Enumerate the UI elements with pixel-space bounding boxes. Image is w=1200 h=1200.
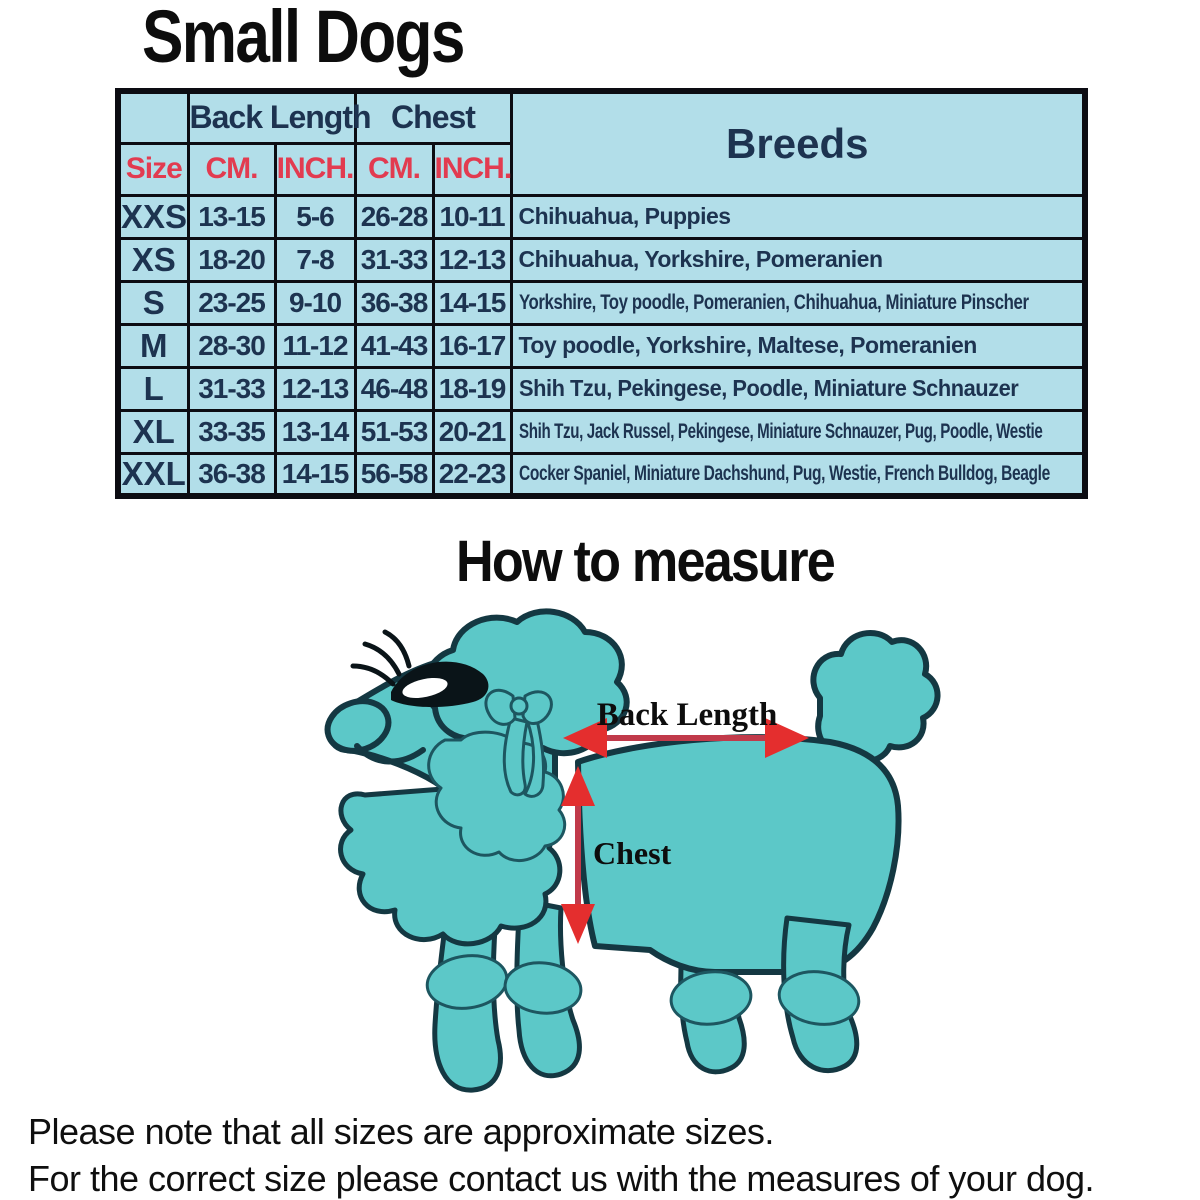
back-inch-value: 7-8 bbox=[275, 238, 355, 281]
size-table bbox=[115, 88, 1088, 499]
back-cm-value: 13-15 bbox=[188, 195, 275, 238]
breeds-text: Shih Tzu, Pekingese, Poodle, Miniature Schnauzer bbox=[518, 375, 1018, 401]
back-cm-header: CM. bbox=[188, 143, 275, 195]
back-inch-value: 14-15 bbox=[275, 453, 355, 496]
breeds-value bbox=[511, 453, 1085, 496]
chest-cm-header: CM. bbox=[355, 143, 433, 195]
back-inch-value: 12-13 bbox=[275, 367, 355, 410]
table-group-header-row bbox=[118, 91, 1085, 143]
size-value: XS bbox=[118, 238, 188, 281]
size-value: XXS bbox=[118, 195, 188, 238]
back-cm-value: 23-25 bbox=[188, 281, 275, 324]
chest-cm-value: 56-58 bbox=[355, 453, 433, 496]
breeds-text: Chihuahua, Puppies bbox=[518, 203, 731, 229]
back-inch-header: INCH. bbox=[275, 143, 355, 195]
chest-cm-value: 46-48 bbox=[355, 367, 433, 410]
chest-inch-value: 12-13 bbox=[433, 238, 511, 281]
size-value: L bbox=[118, 367, 188, 410]
size-value: S bbox=[118, 281, 188, 324]
chest-inch-value: 16-17 bbox=[433, 324, 511, 367]
back-cm-value: 36-38 bbox=[188, 453, 275, 496]
breeds-value bbox=[511, 238, 1085, 281]
table-row-s bbox=[118, 281, 1085, 324]
breeds-text: Chihuahua, Yorkshire, Pomeranien bbox=[518, 246, 883, 272]
chest-cm-value: 26-28 bbox=[355, 195, 433, 238]
chest-inch-value: 22-23 bbox=[433, 453, 511, 496]
table-row-xs bbox=[118, 238, 1085, 281]
breeds-value bbox=[511, 367, 1085, 410]
footer-notes bbox=[28, 1108, 1094, 1200]
breeds-value bbox=[511, 324, 1085, 367]
chest-cm-value: 41-43 bbox=[355, 324, 433, 367]
chest-cm-value: 51-53 bbox=[355, 410, 433, 453]
breeds-text: Cocker Spaniel, Miniature Dachshund, Pug, Westie, French Bulldog, Beagle bbox=[518, 461, 1050, 485]
back-length-label: Back Length bbox=[596, 697, 778, 733]
back-cm-value: 33-35 bbox=[188, 410, 275, 453]
chest-inch-value: 20-21 bbox=[433, 410, 511, 453]
chest-inch-value: 10-11 bbox=[433, 195, 511, 238]
breeds-text: Yorkshire, Toy poodle, Pomeranien, Chihuahua, Miniature Pinscher bbox=[518, 290, 1029, 314]
measure-heading bbox=[340, 528, 950, 595]
back-inch-value: 11-12 bbox=[275, 324, 355, 367]
measure-heading-text: How to measure bbox=[456, 529, 834, 594]
note-line-1: Please note that all sizes are approximate sizes. bbox=[28, 1111, 774, 1152]
back-cm-value: 18-20 bbox=[188, 238, 275, 281]
size-value: XL bbox=[118, 410, 188, 453]
size-header: Size bbox=[118, 143, 188, 195]
table-row-m bbox=[118, 324, 1085, 367]
table-row-xl bbox=[118, 410, 1085, 453]
back-length-group-header: Back Length bbox=[188, 91, 355, 143]
chest-inch-header: INCH. bbox=[433, 143, 511, 195]
back-cm-value: 31-33 bbox=[188, 367, 275, 410]
back-inch-value: 5-6 bbox=[275, 195, 355, 238]
breeds-value bbox=[511, 281, 1085, 324]
chest-group-header: Chest bbox=[355, 91, 511, 143]
breeds-header: Breeds bbox=[511, 91, 1085, 195]
table-row-l bbox=[118, 367, 1085, 410]
back-inch-value: 9-10 bbox=[275, 281, 355, 324]
size-value: M bbox=[118, 324, 188, 367]
breeds-text: Shih Tzu, Jack Russel, Pekingese, Miniature Schnauzer, Pug, Poodle, Westie bbox=[518, 419, 1042, 443]
table-row-xxs bbox=[118, 195, 1085, 238]
page-title bbox=[142, 0, 525, 79]
poodle-measure-diagram bbox=[295, 600, 1015, 1115]
breeds-text: Toy poodle, Yorkshire, Maltese, Pomeranien bbox=[518, 332, 977, 358]
size-value: XXL bbox=[118, 453, 188, 496]
table-row-xxl bbox=[118, 453, 1085, 496]
chest-cm-value: 36-38 bbox=[355, 281, 433, 324]
corner-cell bbox=[118, 91, 188, 143]
chest-inch-value: 14-15 bbox=[433, 281, 511, 324]
back-inch-value: 13-14 bbox=[275, 410, 355, 453]
chest-inch-value: 18-19 bbox=[433, 367, 511, 410]
breeds-value bbox=[511, 410, 1085, 453]
chest-cm-value: 31-33 bbox=[355, 238, 433, 281]
page-title-text: Small Dogs bbox=[142, 0, 464, 78]
note-line-2: For the correct size please contact us with the measures of your dog. bbox=[28, 1158, 1095, 1199]
chest-label: Chest bbox=[593, 835, 672, 871]
breeds-value bbox=[511, 195, 1085, 238]
back-cm-value: 28-30 bbox=[188, 324, 275, 367]
